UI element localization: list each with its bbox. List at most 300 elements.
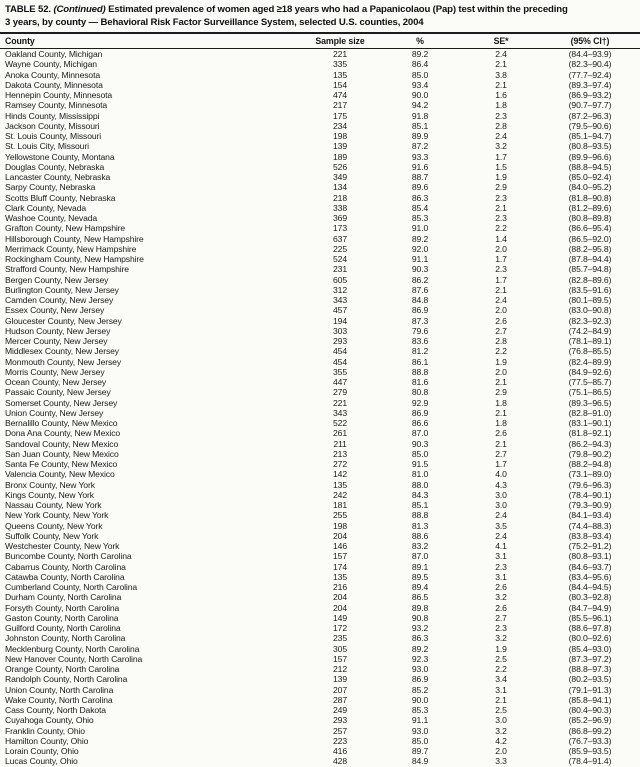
cell-se: 2.4 bbox=[495, 530, 507, 541]
table-title-line2: 3 years, by county — Behavioral Risk Factor Surveillance System, selected U.S. counties, 2004 bbox=[5, 16, 424, 28]
cell-se: 3.1 bbox=[495, 684, 507, 695]
cell-county: Cuyahoga County, Ohio bbox=[5, 715, 94, 726]
cell-percent: 89.5 bbox=[411, 571, 429, 582]
table-row bbox=[0, 111, 640, 121]
cell-sample-size: 135 bbox=[333, 479, 347, 490]
cell-percent: 85.1 bbox=[411, 120, 429, 131]
cell-se: 2.1 bbox=[495, 79, 507, 90]
table-row bbox=[0, 715, 640, 725]
cell-county: San Juan County, New Mexico bbox=[5, 448, 119, 459]
col-header-ci: (95% CI†) bbox=[540, 33, 640, 49]
cell-county: Forsyth County, North Carolina bbox=[5, 602, 120, 613]
cell-county: New Hanover County, North Carolina bbox=[5, 653, 143, 664]
cell-county: Bergen County, New Jersey bbox=[5, 274, 109, 285]
table-row bbox=[0, 469, 640, 479]
table-row bbox=[0, 756, 640, 766]
cell-percent: 85.3 bbox=[411, 705, 429, 716]
cell-sample-size: 257 bbox=[333, 725, 347, 736]
cell-county: Westchester County, New York bbox=[5, 541, 120, 552]
table-row bbox=[0, 480, 640, 490]
col-header-sample-size: Sample size bbox=[302, 33, 378, 49]
cell-county: Hudson County, New Jersey bbox=[5, 325, 111, 336]
cell-county: Ramsey County, Minnesota bbox=[5, 100, 108, 111]
table-row bbox=[0, 562, 640, 572]
cell-percent: 85.4 bbox=[411, 202, 429, 213]
cell-ci: (79.8–90.2) bbox=[568, 448, 612, 459]
cell-sample-size: 189 bbox=[333, 151, 347, 162]
cell-county: Bernalillo County, New Mexico bbox=[5, 418, 118, 429]
cell-ci: (84.4–93.9) bbox=[568, 49, 612, 60]
cell-se: 2.4 bbox=[495, 49, 507, 60]
cell-percent: 89.7 bbox=[411, 746, 429, 757]
cell-se: 1.9 bbox=[495, 643, 507, 654]
table-row bbox=[0, 244, 640, 254]
table-row bbox=[0, 510, 640, 520]
table-row bbox=[0, 316, 640, 326]
cell-sample-size: 447 bbox=[333, 377, 347, 388]
cell-sample-size: 293 bbox=[333, 715, 347, 726]
cell-sample-size: 211 bbox=[333, 438, 347, 449]
cell-sample-size: 135 bbox=[333, 69, 347, 80]
cell-ci: (87.8–94.4) bbox=[568, 254, 612, 265]
table-row bbox=[0, 408, 640, 418]
table-row bbox=[0, 131, 640, 141]
table-number: TABLE 52. bbox=[5, 4, 51, 15]
cell-ci: (83.1–90.1) bbox=[568, 418, 612, 429]
col-header-county: County bbox=[0, 33, 302, 49]
cell-percent: 91.1 bbox=[411, 715, 429, 726]
cell-county: Hinds County, Mississippi bbox=[5, 110, 100, 121]
cell-se: 2.3 bbox=[495, 264, 507, 275]
cell-ci: (83.8–93.4) bbox=[568, 530, 612, 541]
table-row bbox=[0, 705, 640, 715]
table-row bbox=[0, 234, 640, 244]
cell-se: 3.0 bbox=[495, 500, 507, 511]
cell-county: Mercer County, New Jersey bbox=[5, 336, 108, 347]
table-row bbox=[0, 459, 640, 469]
cell-county: Nassau County, New York bbox=[5, 500, 102, 511]
cell-sample-size: 454 bbox=[333, 356, 347, 367]
cell-percent: 91.8 bbox=[411, 110, 429, 121]
cell-percent: 81.2 bbox=[411, 346, 429, 357]
cell-sample-size: 139 bbox=[333, 674, 347, 685]
cell-ci: (89.3–96.5) bbox=[568, 397, 612, 408]
cell-se: 3.1 bbox=[495, 571, 507, 582]
cell-sample-size: 526 bbox=[333, 161, 347, 172]
cell-county: Union County, New Jersey bbox=[5, 407, 104, 418]
cell-county: Gloucester County, New Jersey bbox=[5, 315, 122, 326]
cell-county: Suffolk County, New York bbox=[5, 530, 99, 541]
cell-county: Washoe County, Nevada bbox=[5, 213, 98, 224]
cell-ci: (83.5–91.6) bbox=[568, 284, 612, 295]
cell-ci: (78.4–90.1) bbox=[568, 489, 612, 500]
cell-county: Kings County, New York bbox=[5, 489, 94, 500]
cell-sample-size: 204 bbox=[333, 530, 347, 541]
cell-se: 3.3 bbox=[495, 756, 507, 767]
cell-ci: (89.3–97.4) bbox=[568, 79, 612, 90]
cell-county: Catawba County, North Carolina bbox=[5, 571, 125, 582]
cell-se: 2.1 bbox=[495, 438, 507, 449]
cell-percent: 90.0 bbox=[411, 694, 429, 705]
cell-sample-size: 293 bbox=[333, 336, 347, 347]
cell-ci: (80.0–92.6) bbox=[568, 633, 612, 644]
table-row bbox=[0, 541, 640, 551]
cell-county: Somerset County, New Jersey bbox=[5, 397, 118, 408]
table-row bbox=[0, 736, 640, 746]
cell-se: 3.2 bbox=[495, 725, 507, 736]
cell-se: 2.8 bbox=[495, 120, 507, 131]
cell-ci: (76.8–85.5) bbox=[568, 346, 612, 357]
cell-county: Oakland County, Michigan bbox=[5, 49, 103, 60]
cell-ci: (79.1–91.3) bbox=[568, 684, 612, 695]
cell-se: 1.8 bbox=[495, 418, 507, 429]
cell-percent: 88.0 bbox=[411, 479, 429, 490]
cell-percent: 80.8 bbox=[411, 387, 429, 398]
cell-sample-size: 343 bbox=[333, 295, 347, 306]
cell-percent: 85.2 bbox=[411, 684, 429, 695]
cell-sample-size: 338 bbox=[333, 202, 347, 213]
cell-ci: (75.1–86.5) bbox=[568, 387, 612, 398]
cell-percent: 89.9 bbox=[411, 131, 429, 142]
table-row bbox=[0, 295, 640, 305]
cell-se: 3.2 bbox=[495, 592, 507, 603]
cell-ci: (80.2–93.5) bbox=[568, 674, 612, 685]
cell-county: Franklin County, Ohio bbox=[5, 725, 85, 736]
cell-se: 4.3 bbox=[495, 479, 507, 490]
cell-county: Dona Ana County, New Mexico bbox=[5, 428, 121, 439]
cell-se: 2.0 bbox=[495, 305, 507, 316]
cell-se: 4.2 bbox=[495, 735, 507, 746]
cell-percent: 89.6 bbox=[411, 182, 429, 193]
cell-percent: 86.3 bbox=[411, 633, 429, 644]
cell-percent: 94.2 bbox=[411, 100, 429, 111]
cell-ci: (80.1–89.5) bbox=[568, 295, 612, 306]
table-row bbox=[0, 305, 640, 315]
cell-sample-size: 249 bbox=[333, 705, 347, 716]
cell-sample-size: 312 bbox=[333, 284, 347, 295]
cell-county: Cumberland County, North Carolina bbox=[5, 582, 138, 593]
cell-percent: 87.0 bbox=[411, 551, 429, 562]
cell-county: Clark County, Nevada bbox=[5, 202, 87, 213]
cell-percent: 86.3 bbox=[411, 192, 429, 203]
cell-ci: (80.8–93.1) bbox=[568, 551, 612, 562]
cell-percent: 91.5 bbox=[411, 459, 429, 470]
table-row bbox=[0, 213, 640, 223]
cell-county: Anoka County, Minnesota bbox=[5, 69, 101, 80]
cell-county: Wake County, North Carolina bbox=[5, 694, 113, 705]
cell-ci: (80.3–92.8) bbox=[568, 592, 612, 603]
cell-county: Essex County, New Jersey bbox=[5, 305, 105, 316]
cell-sample-size: 221 bbox=[333, 397, 347, 408]
cell-sample-size: 139 bbox=[333, 141, 347, 152]
cell-percent: 85.0 bbox=[411, 69, 429, 80]
cell-sample-size: 235 bbox=[333, 633, 347, 644]
cell-county: Jackson County, Missouri bbox=[5, 120, 100, 131]
cell-percent: 81.3 bbox=[411, 520, 429, 531]
cell-county: Lancaster County, Nebraska bbox=[5, 172, 111, 183]
cell-se: 1.7 bbox=[495, 254, 507, 265]
table-row bbox=[0, 336, 640, 346]
cell-county: Buncombe County, North Carolina bbox=[5, 551, 132, 562]
cell-se: 2.8 bbox=[495, 336, 507, 347]
cell-sample-size: 157 bbox=[333, 653, 347, 664]
table-row bbox=[0, 80, 640, 90]
cell-sample-size: 303 bbox=[333, 325, 347, 336]
cell-percent: 89.4 bbox=[411, 582, 429, 593]
cell-percent: 90.3 bbox=[411, 438, 429, 449]
cell-ci: (86.5–92.0) bbox=[568, 233, 612, 244]
cell-percent: 81.0 bbox=[411, 469, 429, 480]
cell-se: 3.0 bbox=[495, 715, 507, 726]
cell-county: Hillsborough County, New Hampshire bbox=[5, 233, 144, 244]
table-row bbox=[0, 90, 640, 100]
table-row bbox=[0, 203, 640, 213]
cell-ci: (78.1–89.1) bbox=[568, 336, 612, 347]
cell-sample-size: 216 bbox=[333, 582, 347, 593]
table-title-text: Estimated prevalence of women aged ≥18 years who had a Papanicolaou (Pap) test within the preceding bbox=[108, 4, 568, 15]
cell-percent: 86.9 bbox=[411, 407, 429, 418]
table-row bbox=[0, 726, 640, 736]
table-row bbox=[0, 572, 640, 582]
cell-ci: (78.4–91.4) bbox=[568, 756, 612, 767]
cell-se: 2.1 bbox=[495, 284, 507, 295]
cell-ci: (85.1–94.7) bbox=[568, 131, 612, 142]
cell-se: 2.4 bbox=[495, 510, 507, 521]
cell-ci: (83.4–95.6) bbox=[568, 571, 612, 582]
table-row bbox=[0, 644, 640, 654]
cell-se: 1.7 bbox=[495, 459, 507, 470]
table-row bbox=[0, 70, 640, 80]
cell-county: Grafton County, New Hampshire bbox=[5, 223, 126, 234]
cell-ci: (76.7–93.3) bbox=[568, 735, 612, 746]
cell-se: 2.9 bbox=[495, 387, 507, 398]
cell-se: 2.1 bbox=[495, 59, 507, 70]
cell-ci: (79.5–90.6) bbox=[568, 120, 612, 131]
table-row bbox=[0, 592, 640, 602]
cell-sample-size: 142 bbox=[333, 469, 347, 480]
cell-ci: (81.2–89.6) bbox=[568, 202, 612, 213]
cell-sample-size: 416 bbox=[333, 746, 347, 757]
cell-ci: (85.4–93.0) bbox=[568, 643, 612, 654]
cell-se: 3.1 bbox=[495, 551, 507, 562]
cell-percent: 85.3 bbox=[411, 213, 429, 224]
cell-percent: 87.3 bbox=[411, 315, 429, 326]
cell-se: 2.3 bbox=[495, 192, 507, 203]
cell-se: 4.0 bbox=[495, 469, 507, 480]
cell-sample-size: 213 bbox=[333, 448, 347, 459]
cell-sample-size: 157 bbox=[333, 551, 347, 562]
table-row bbox=[0, 141, 640, 151]
cell-percent: 88.8 bbox=[411, 366, 429, 377]
table-row bbox=[0, 449, 640, 459]
cell-se: 2.0 bbox=[495, 366, 507, 377]
cell-se: 2.6 bbox=[495, 315, 507, 326]
cell-county: Santa Fe County, New Mexico bbox=[5, 459, 118, 470]
cell-county: New York County, New York bbox=[5, 510, 109, 521]
cell-percent: 93.0 bbox=[411, 664, 429, 675]
cell-sample-size: 305 bbox=[333, 643, 347, 654]
cell-percent: 87.6 bbox=[411, 284, 429, 295]
cell-ci: (74.4–88.3) bbox=[568, 520, 612, 531]
cell-se: 1.8 bbox=[495, 397, 507, 408]
cell-percent: 85.1 bbox=[411, 500, 429, 511]
cell-sample-size: 522 bbox=[333, 418, 347, 429]
cell-sample-size: 134 bbox=[333, 182, 347, 193]
cell-percent: 86.9 bbox=[411, 305, 429, 316]
cell-se: 1.7 bbox=[495, 274, 507, 285]
cell-ci: (79.6–96.3) bbox=[568, 479, 612, 490]
cell-county: Guilford County, North Carolina bbox=[5, 623, 121, 634]
table-row bbox=[0, 551, 640, 561]
cell-sample-size: 154 bbox=[333, 79, 347, 90]
table-body bbox=[0, 49, 640, 767]
cell-county: Bronx County, New York bbox=[5, 479, 95, 490]
cell-county: Orange County, North Carolina bbox=[5, 664, 120, 675]
cell-county: Randolph County, North Carolina bbox=[5, 674, 128, 685]
cell-percent: 88.6 bbox=[411, 530, 429, 541]
cell-se: 1.5 bbox=[495, 161, 507, 172]
cell-sample-size: 242 bbox=[333, 489, 347, 500]
cell-percent: 93.4 bbox=[411, 79, 429, 90]
cell-county: Lucas County, Ohio bbox=[5, 756, 78, 767]
table-row bbox=[0, 521, 640, 531]
cell-sample-size: 234 bbox=[333, 120, 347, 131]
cell-percent: 87.2 bbox=[411, 141, 429, 152]
cell-sample-size: 349 bbox=[333, 172, 347, 183]
cell-county: Hennepin County, Minnesota bbox=[5, 90, 113, 101]
cell-sample-size: 175 bbox=[333, 110, 347, 121]
cell-ci: (84.6–93.7) bbox=[568, 561, 612, 572]
cell-se: 2.3 bbox=[495, 623, 507, 634]
table-row bbox=[0, 398, 640, 408]
cell-county: Gaston County, North Carolina bbox=[5, 612, 119, 623]
cell-ci: (84.7–94.9) bbox=[568, 602, 612, 613]
cell-se: 2.7 bbox=[495, 448, 507, 459]
cell-percent: 89.8 bbox=[411, 602, 429, 613]
cell-sample-size: 173 bbox=[333, 223, 347, 234]
cell-se: 2.6 bbox=[495, 602, 507, 613]
table-row bbox=[0, 193, 640, 203]
cell-county: Cabarrus County, North Carolina bbox=[5, 561, 126, 572]
cell-se: 3.4 bbox=[495, 674, 507, 685]
cell-sample-size: 198 bbox=[333, 131, 347, 142]
table-row bbox=[0, 623, 640, 633]
cell-se: 2.0 bbox=[495, 243, 507, 254]
cell-sample-size: 272 bbox=[333, 459, 347, 470]
table-row bbox=[0, 490, 640, 500]
cell-sample-size: 223 bbox=[333, 735, 347, 746]
table-continued-label: (Continued) bbox=[53, 4, 106, 15]
col-header-percent: % bbox=[378, 33, 462, 49]
cell-percent: 89.1 bbox=[411, 561, 429, 572]
cell-percent: 86.2 bbox=[411, 274, 429, 285]
cell-percent: 90.0 bbox=[411, 90, 429, 101]
cell-county: Rockingham County, New Hampshire bbox=[5, 254, 144, 265]
cell-percent: 86.1 bbox=[411, 356, 429, 367]
cell-sample-size: 287 bbox=[333, 694, 347, 705]
cell-se: 3.5 bbox=[495, 520, 507, 531]
cell-county: Lorain County, Ohio bbox=[5, 746, 79, 757]
cell-sample-size: 428 bbox=[333, 756, 347, 767]
cell-se: 2.5 bbox=[495, 653, 507, 664]
cell-county: St. Louis County, Missouri bbox=[5, 131, 102, 142]
cell-ci: (85.0–92.4) bbox=[568, 172, 612, 183]
cell-ci: (85.9–93.5) bbox=[568, 746, 612, 757]
cell-se: 2.6 bbox=[495, 582, 507, 593]
cell-percent: 86.5 bbox=[411, 592, 429, 603]
cell-ci: (81.8–92.1) bbox=[568, 428, 612, 439]
cell-se: 1.9 bbox=[495, 172, 507, 183]
cell-county: Camden County, New Jersey bbox=[5, 295, 114, 306]
cell-sample-size: 605 bbox=[333, 274, 347, 285]
cell-ci: (88.8–97.3) bbox=[568, 664, 612, 675]
cell-percent: 85.0 bbox=[411, 448, 429, 459]
cell-percent: 93.3 bbox=[411, 151, 429, 162]
cell-se: 2.1 bbox=[495, 202, 507, 213]
cell-se: 1.4 bbox=[495, 233, 507, 244]
cell-county: Mecklenburg County, North Carolina bbox=[5, 643, 140, 654]
cell-se: 2.1 bbox=[495, 377, 507, 388]
table-row bbox=[0, 367, 640, 377]
table-row bbox=[0, 418, 640, 428]
cell-sample-size: 335 bbox=[333, 59, 347, 70]
cell-ci: (85.8–94.1) bbox=[568, 694, 612, 705]
cell-sample-size: 204 bbox=[333, 602, 347, 613]
cell-county: Durham County, North Carolina bbox=[5, 592, 122, 603]
cell-ci: (84.0–95.2) bbox=[568, 182, 612, 193]
table-row bbox=[0, 326, 640, 336]
cell-sample-size: 637 bbox=[333, 233, 347, 244]
cell-county: Passaic County, New Jersey bbox=[5, 387, 111, 398]
cell-ci: (86.6–95.4) bbox=[568, 223, 612, 234]
col-header-se: SE* bbox=[462, 33, 540, 49]
cell-se: 1.9 bbox=[495, 356, 507, 367]
cell-county: Middlesex County, New Jersey bbox=[5, 346, 119, 357]
cell-percent: 81.6 bbox=[411, 377, 429, 388]
cell-se: 2.0 bbox=[495, 746, 507, 757]
cell-se: 2.2 bbox=[495, 223, 507, 234]
cell-ci: (90.7–97.7) bbox=[568, 100, 612, 111]
cell-county: Dakota County, Minnesota bbox=[5, 79, 103, 90]
table-row bbox=[0, 357, 640, 367]
cell-se: 2.1 bbox=[495, 694, 507, 705]
cell-percent: 89.2 bbox=[411, 643, 429, 654]
cell-percent: 84.8 bbox=[411, 295, 429, 306]
cell-ci: (80.8–93.5) bbox=[568, 141, 612, 152]
cell-percent: 84.3 bbox=[411, 489, 429, 500]
cell-ci: (74.2–84.9) bbox=[568, 325, 612, 336]
table-row bbox=[0, 654, 640, 664]
cell-county: Valencia County, New Mexico bbox=[5, 469, 115, 480]
cell-percent: 86.6 bbox=[411, 418, 429, 429]
cell-ci: (86.8–99.2) bbox=[568, 725, 612, 736]
table-row bbox=[0, 223, 640, 233]
table-row bbox=[0, 633, 640, 643]
cell-percent: 92.3 bbox=[411, 653, 429, 664]
cell-ci: (88.6–97.8) bbox=[568, 623, 612, 634]
cell-ci: (80.8–89.8) bbox=[568, 213, 612, 224]
cell-sample-size: 174 bbox=[333, 561, 347, 572]
header-row bbox=[0, 33, 640, 49]
cell-se: 1.6 bbox=[495, 90, 507, 101]
cell-ci: (84.1–93.4) bbox=[568, 510, 612, 521]
cell-ci: (82.8–91.0) bbox=[568, 407, 612, 418]
cell-sample-size: 181 bbox=[333, 500, 347, 511]
cell-se: 4.1 bbox=[495, 541, 507, 552]
cell-sample-size: 212 bbox=[333, 664, 347, 675]
table-row bbox=[0, 152, 640, 162]
cell-county: Wayne County, Michigan bbox=[5, 59, 97, 70]
